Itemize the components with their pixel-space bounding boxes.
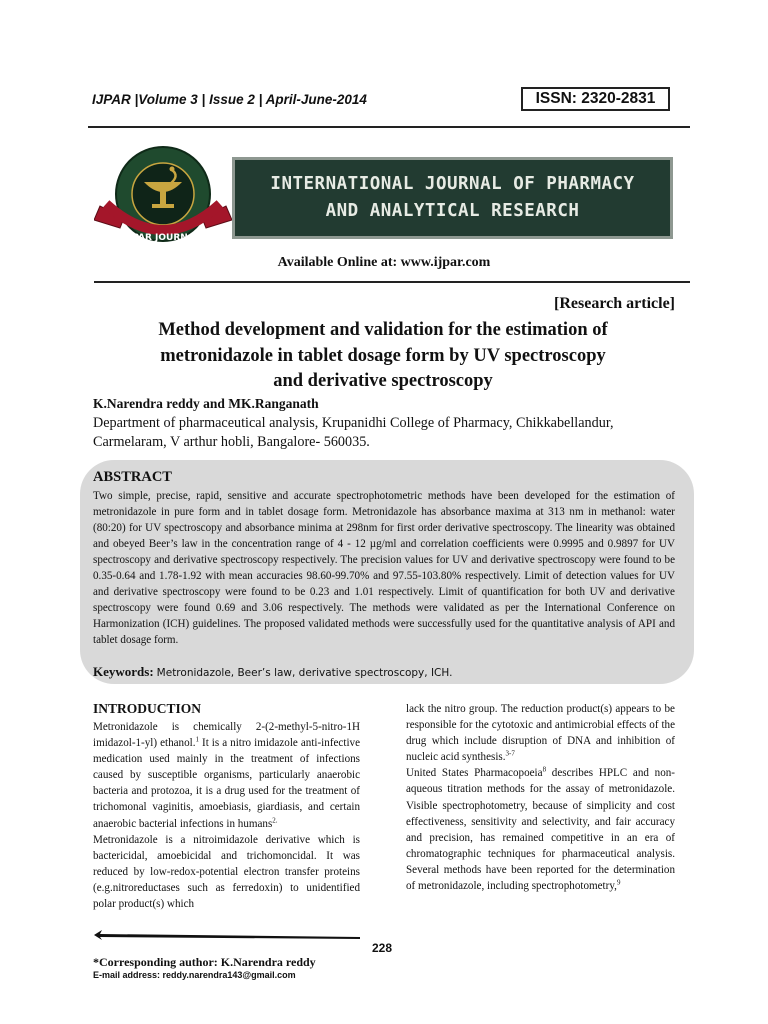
author-email: E-mail address: reddy.narendra143@gmail.com	[93, 970, 296, 980]
citation: 1	[195, 735, 200, 744]
banner-line-1: INTERNATIONAL JOURNAL OF PHARMACY	[270, 174, 635, 194]
journal-banner	[232, 157, 673, 239]
title-line-1: Method development and validation for the estimation of	[158, 320, 608, 340]
authors: K.Narendra reddy and MK.Ranganath	[93, 396, 319, 411]
banner-line-2: AND ANALYTICAL RESEARCH	[325, 201, 580, 221]
page-number: 228	[372, 941, 393, 955]
abstract-heading: ABSTRACT	[93, 469, 172, 485]
title-line-3: and derivative spectroscopy	[273, 371, 493, 391]
keywords	[93, 664, 452, 680]
footer-rule-arrow	[92, 928, 362, 942]
corresponding-author: *Corresponding author: K.Narendra reddy	[93, 955, 316, 969]
intro-left-column	[93, 719, 360, 912]
citation: 2.	[272, 815, 278, 824]
intro-text: It is a nitro imidazole anti-infective medication used mainly in the treatment of infections caused by susceptible organisms, particularly anaerobic bacteria and protozoa, it is a drug used for the treatment of trichomonal vaginitis, amoebiasis, giardiasis, and certain anaerobic bacterial infections in humans	[93, 737, 360, 830]
available-online: Available Online at: www.ijpar.com	[277, 255, 491, 270]
header-rule	[88, 126, 690, 128]
banner-rule	[94, 281, 690, 283]
intro-text: lack the nitro group. The reduction product(s) appears to be responsible for the cytotoxic and antimicrobial effects of the drug which include disruption of DNA and inhibition of nucleic acid synthesis.	[406, 703, 675, 764]
citation: 8	[542, 765, 547, 774]
introduction-heading: INTRODUCTION	[93, 701, 202, 716]
logo-text: IJPAR JOURNAL	[125, 233, 201, 243]
paper-title	[100, 318, 666, 395]
journal-volume-line: IJPAR |Volume 3 | Issue 2 | April-June-2014	[92, 92, 367, 107]
ijpar-logo	[94, 144, 232, 248]
keywords-label: Keywords:	[93, 664, 154, 679]
intro-text: Metronidazole is a nitroimidazole derivative which is bactericidal, amoebicidal and trichomoncidal. It was reduced by low-redox-potential electron transfer proteins (e.g.nitroreductases such as ferredoxin) to unidentified polar product(s) which	[93, 833, 360, 911]
issn-badge: ISSN: 2320-2831	[521, 87, 670, 111]
intro-text: United States Pharmacopoeia	[406, 767, 543, 780]
abstract-body: Two simple, precise, rapid, sensitive and accurate spectrophotometric methods have been developed for the estimation of metronidazole in pure form and in tablet dosage form. Metronidazole has absorbance maxima at 313 nm in methanol: water (80:20) for UV spectroscopy and absorbance minima at 298nm for first order derivative spectroscopy. The linearity was obtained and obeyed Beer’s law in the concentration range of 4 - 12 µg/ml and correlation coefficients were 0.9995 and 0.9897 for UV spectroscopy and derivative spectroscopy respectively. The precision values for UV and derivative spectroscopy were found to be 0.35-0.64 and 1.78-1.92 with mean accuracies 98.60-99.70% and 97.55-103.80% respectively. Limit of detection values for UV and derivative spectroscopy were found to be 0.23 and 1.01 respectively. Limit of quantification for both UV and derivative spectroscopy were found 0.69 and 3.06 respectively. The methods were validated as per the International Conference on Harmonization (ICH) guidelines. The proposed validated methods were successfully used for the quantitative analysis of API and tablet dosage form.	[93, 490, 675, 647]
citation: 3-7	[505, 749, 515, 758]
keywords-text: Metronidazole, Beer’s law, derivative spectroscopy, ICH.	[156, 667, 453, 679]
citation: 9	[616, 878, 621, 887]
article-type: [Research article]	[554, 295, 675, 312]
affiliation: Department of pharmaceutical analysis, Krupanidhi College of Pharmacy, Chikkabellandur, Carmelaram, V arthur hobli, Bangalore- 560035.	[93, 415, 614, 450]
title-line-2: metronidazole in tablet dosage form by UV spectroscopy	[160, 345, 606, 366]
intro-text: describes HPLC and non-aqueous titration methods for the assay of metronidazole. Visible spectrophotometry, because of simplicity and cost effectiveness, sensitivity and selectivity, and fair accuracy and precision, has remained competitive in an era of chromatographic techniques for pharmaceutical analysis. Several methods have been reported for the determination of metronidazole, including spectrophotometry,	[406, 767, 675, 893]
intro-text: Metronidazole is chemically 2-(2-methyl-5-nitro-1H imidazol-1-yl) ethanol.	[93, 721, 360, 750]
intro-right-column	[406, 701, 675, 894]
